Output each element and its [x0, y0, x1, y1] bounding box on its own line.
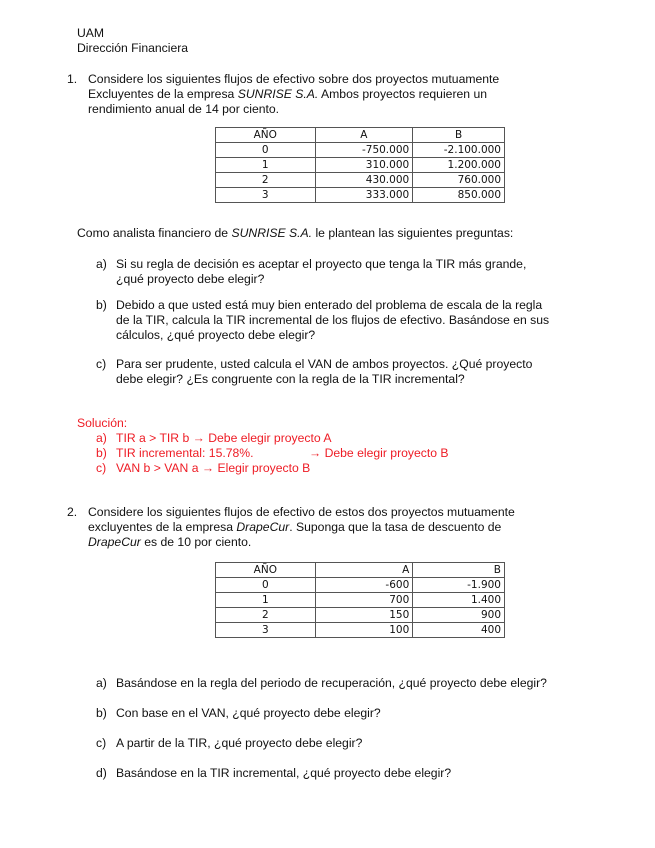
table-row [216, 173, 505, 188]
problem2-intro-line2 [88, 520, 501, 534]
table-row [216, 158, 505, 173]
cell-a: 310.000 [315, 158, 413, 173]
cell-a: 430.000 [315, 173, 413, 188]
company-name: SUNRISE S.A. [237, 87, 319, 101]
company-name: SUNRISE S.A. [231, 226, 313, 240]
header-year: AÑO [216, 563, 316, 578]
table-row [216, 578, 505, 593]
problem1-number: 1. [67, 72, 78, 86]
cell-a: 100 [315, 623, 413, 638]
problem2-cashflow-table [215, 562, 505, 638]
table-header-row [216, 563, 505, 578]
table-row [216, 608, 505, 623]
cell-b: 760.000 [413, 173, 505, 188]
cell-b: 1.400 [413, 593, 505, 608]
intro-text: excluyentes de la empresa [88, 520, 237, 534]
question-text: Con base en el VAN, ¿qué proyecto debe elegir? [116, 706, 381, 720]
solution-conclusion: → Debe elegir proyecto B [309, 446, 449, 460]
solution-title: Solución: [77, 416, 128, 430]
solution-text: VAN b > VAN a → Elegir proyecto B [116, 461, 311, 475]
intro-text: Excluyentes de la empresa [88, 87, 238, 101]
cell-year: 1 [216, 593, 316, 608]
intro-text: . Suponga que la tasa de descuento de [289, 520, 502, 534]
table-header-row [216, 128, 505, 143]
table-row [216, 623, 505, 638]
question-text: Si su regla de decisión es aceptar el proyecto que tenga la TIR más grande, [116, 257, 527, 271]
cell-b: 1.200.000 [413, 158, 505, 173]
institution-name: UAM [77, 26, 105, 40]
problem1-cashflow-table [215, 127, 505, 203]
cell-a: -600 [315, 578, 413, 593]
cell-year: 3 [216, 623, 316, 638]
cell-year: 0 [216, 578, 316, 593]
cell-b: -2.100.000 [413, 143, 505, 158]
company-name: DrapeCur [236, 520, 290, 534]
analyst-text: le plantean las siguientes preguntas: [312, 226, 514, 240]
solution-label: b) [96, 446, 107, 460]
question-label: a) [96, 257, 107, 271]
question-label: a) [96, 676, 107, 690]
cell-b: 400 [413, 623, 505, 638]
question-text: ¿qué proyecto debe elegir? [116, 272, 265, 286]
question-text: A partir de la TIR, ¿qué proyecto debe elegir? [116, 736, 363, 750]
problem2-intro-line1: Considere los siguientes flujos de efectivo de estos dos proyectos mutuamente [88, 505, 515, 519]
cell-year: 3 [216, 188, 316, 203]
problem2-number: 2. [67, 505, 78, 519]
analyst-statement [77, 226, 513, 240]
cell-a: 700 [315, 593, 413, 608]
problem1-intro-line2 [88, 87, 487, 101]
question-label: b) [96, 298, 107, 312]
question-text: de la TIR, calcula la TIR incremental de los flujos de efectivo. Basándose en sus [116, 313, 550, 327]
problem1-intro-line1: Considere los siguientes flujos de efectivo sobre dos proyectos mutuamente [88, 72, 500, 86]
solution-label: a) [96, 431, 107, 445]
table-row [216, 188, 505, 203]
problem1-intro-line3: rendimiento anual de 14 por ciento. [88, 102, 280, 116]
company-name: DrapeCur [88, 535, 141, 549]
problem2-intro-line3 [88, 535, 251, 549]
solution-label: c) [96, 461, 107, 475]
header-b: B [413, 128, 505, 143]
table-row [216, 143, 505, 158]
header-b: B [413, 563, 505, 578]
question-text: Basándose en la regla del periodo de recuperación, ¿qué proyecto debe elegir? [116, 676, 547, 690]
cell-a: -750.000 [315, 143, 413, 158]
header-a: A [315, 563, 413, 578]
cell-year: 1 [216, 158, 316, 173]
intro-text: Ambos proyectos requieren un [318, 87, 488, 101]
header-a: A [315, 128, 413, 143]
analyst-text: Como analista financiero de [77, 226, 232, 240]
solution-text: TIR incremental: 15.78%. [116, 446, 254, 460]
question-label: b) [96, 706, 107, 720]
question-text: cálculos, ¿qué proyecto debe elegir? [116, 328, 316, 342]
cell-b: 850.000 [413, 188, 505, 203]
question-text: debe elegir? ¿Es congruente con la regla de la TIR incremental? [116, 372, 465, 386]
intro-text: es de 10 por ciento. [140, 535, 252, 549]
cell-year: 2 [216, 608, 316, 623]
question-label: c) [96, 736, 107, 750]
question-text: Debido a que usted está muy bien enterado del problema de escala de la regla [116, 298, 543, 312]
cell-year: 0 [216, 143, 316, 158]
cell-a: 333.000 [315, 188, 413, 203]
cell-b: -1.900 [413, 578, 505, 593]
cell-b: 900 [413, 608, 505, 623]
cell-a: 150 [315, 608, 413, 623]
question-label: c) [96, 357, 107, 371]
question-text: Basándose en la TIR incremental, ¿qué proyecto debe elegir? [116, 766, 452, 780]
question-label: d) [96, 766, 107, 780]
department-name: Dirección Financiera [77, 41, 189, 55]
header-year: AÑO [216, 128, 316, 143]
question-text: Para ser prudente, usted calcula el VAN de ambos proyectos. ¿Qué proyecto [116, 357, 533, 371]
cell-year: 2 [216, 173, 316, 188]
solution-text: TIR a > TIR b → Debe elegir proyecto A [116, 431, 332, 445]
table-row [216, 593, 505, 608]
